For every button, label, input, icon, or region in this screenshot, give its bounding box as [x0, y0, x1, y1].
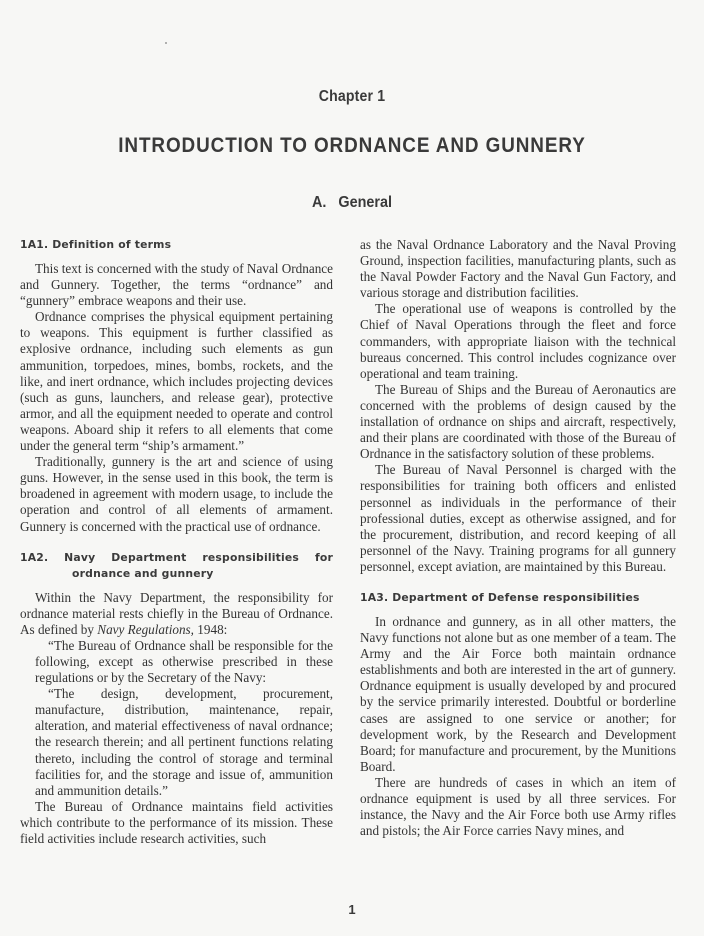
heading-1a2: 1A2. Navy Department responsibilities for ordnance and gunnery	[20, 550, 333, 580]
chapter-title: INTRODUCTION TO ORDNANCE AND GUNNERY	[118, 134, 586, 157]
text-run: Within the Navy Department, the responsibility for ordnance material rests chiefly in the Bureau of Ordnance. As defined by	[20, 589, 333, 637]
paragraph: Traditionally, gunnery is the art and science of using guns. However, in the sense used in this book, the term is broadened in agreement with modern usage, to include the operation and control of all elements of armament. Gunnery is concerned with the practical use of ordnance.	[20, 454, 333, 534]
heading-1a3: 1A3. Department of Defense responsibilities	[360, 590, 640, 604]
page-number: 1	[348, 902, 356, 917]
paragraph: There are hundreds of cases in which an item of ordnance equipment is used by all three services. For instance, the Navy and the Air Force both use Army rifles and pistols; the Air Force carries Navy mines, and	[360, 774, 676, 839]
right-column	[360, 237, 676, 839]
paragraph: Ordnance comprises the physical equipment pertaining to weapons. This equipment is further classified as explosive ordnance, including such elements as gun ammunition, torpedoes, mines, bombs, rockets, and the like, and inert ordnance, which includes projecting devices (such as guns, launchers, and release gear), protective armor, and all the equipment needed to operate and control weapons. Aboard ship it refers to all elements that come under the general term “ship’s armament.”	[20, 309, 333, 454]
citation-navy-regulations: Navy Regulations,	[97, 621, 194, 637]
paragraph: The Bureau of Naval Personnel is charged with the responsibilities for training both officers and enlisted personnel as individuals in the performance of their professional duties, except as otherwise assigned, and for the procurement, distribution, and record keeping of all personnel of the Navy. Training programs for all gunnery personnel, except aviation, are maintained by this Bureau.	[360, 462, 676, 574]
heading-1a1: 1A1. Definition of terms	[20, 238, 172, 251]
quote-paragraph: “The design, development, procurement, manufacture, distribution, maintenance, repair, alteration, and material effectiveness of naval ordnance; the research therein; and all pertinent functions relating thereto, including the control of storage and terminal facilities for, and the storage and issue of, ammunition and ammunition details.”	[35, 686, 333, 798]
scan-speck	[165, 42, 167, 44]
text-run: 1948:	[193, 621, 228, 637]
chapter-label: Chapter 1	[318, 88, 386, 105]
paragraph: The Bureau of Ordnance maintains field activities which contribute to the performance of its mission. These field activities include research activities, such	[20, 798, 333, 846]
block-quote	[35, 638, 333, 799]
section-title: A. General	[311, 194, 393, 211]
quote-paragraph: “The Bureau of Ordnance shall be responsible for the following, except as otherwise prescribed in these regulations or by the Secretary of the Navy:	[35, 637, 333, 686]
paragraph: The operational use of weapons is controlled by the Chief of Naval Operations through the fleet and force commanders, with appropriate liaison with the technical bureaus concerned. This control includes cognizance over operational and team training.	[360, 301, 676, 381]
left-column	[20, 236, 333, 847]
paragraph: The Bureau of Ships and the Bureau of Aeronautics are concerned with the problems of design caused by the installation of ordnance on ships and aircraft, respectively, and their plans are coordinated with those of the Bureau of Ordnance in the satisfactory solution of these problems.	[360, 381, 676, 462]
paragraph: This text is concerned with the study of Naval Ordnance and Gunnery. Together, the terms “ordnance” and “gunnery” embrace weapons and their use.	[20, 261, 333, 309]
paragraph	[20, 590, 333, 638]
paragraph-continued: as the Naval Ordnance Laboratory and the Naval Proving Ground, inspection facilities, manufacturing plants, such as the Naval Powder Factory and the Naval Gun Factory, and various storage and distribution facilities.	[360, 237, 676, 301]
paragraph: In ordnance and gunnery, as in all other matters, the Navy functions not alone but as one member of a team. The Army and the Air Force both maintain ordnance establishments and both are interested in the art of gunnery. Ordnance equipment is usually developed by and procured by the service primarily interested. Doubtful or borderline cases are assigned to one service or another; for development work, by the Research and Development Board; for manufacture and procurement, by the Munitions Board.	[360, 613, 676, 774]
